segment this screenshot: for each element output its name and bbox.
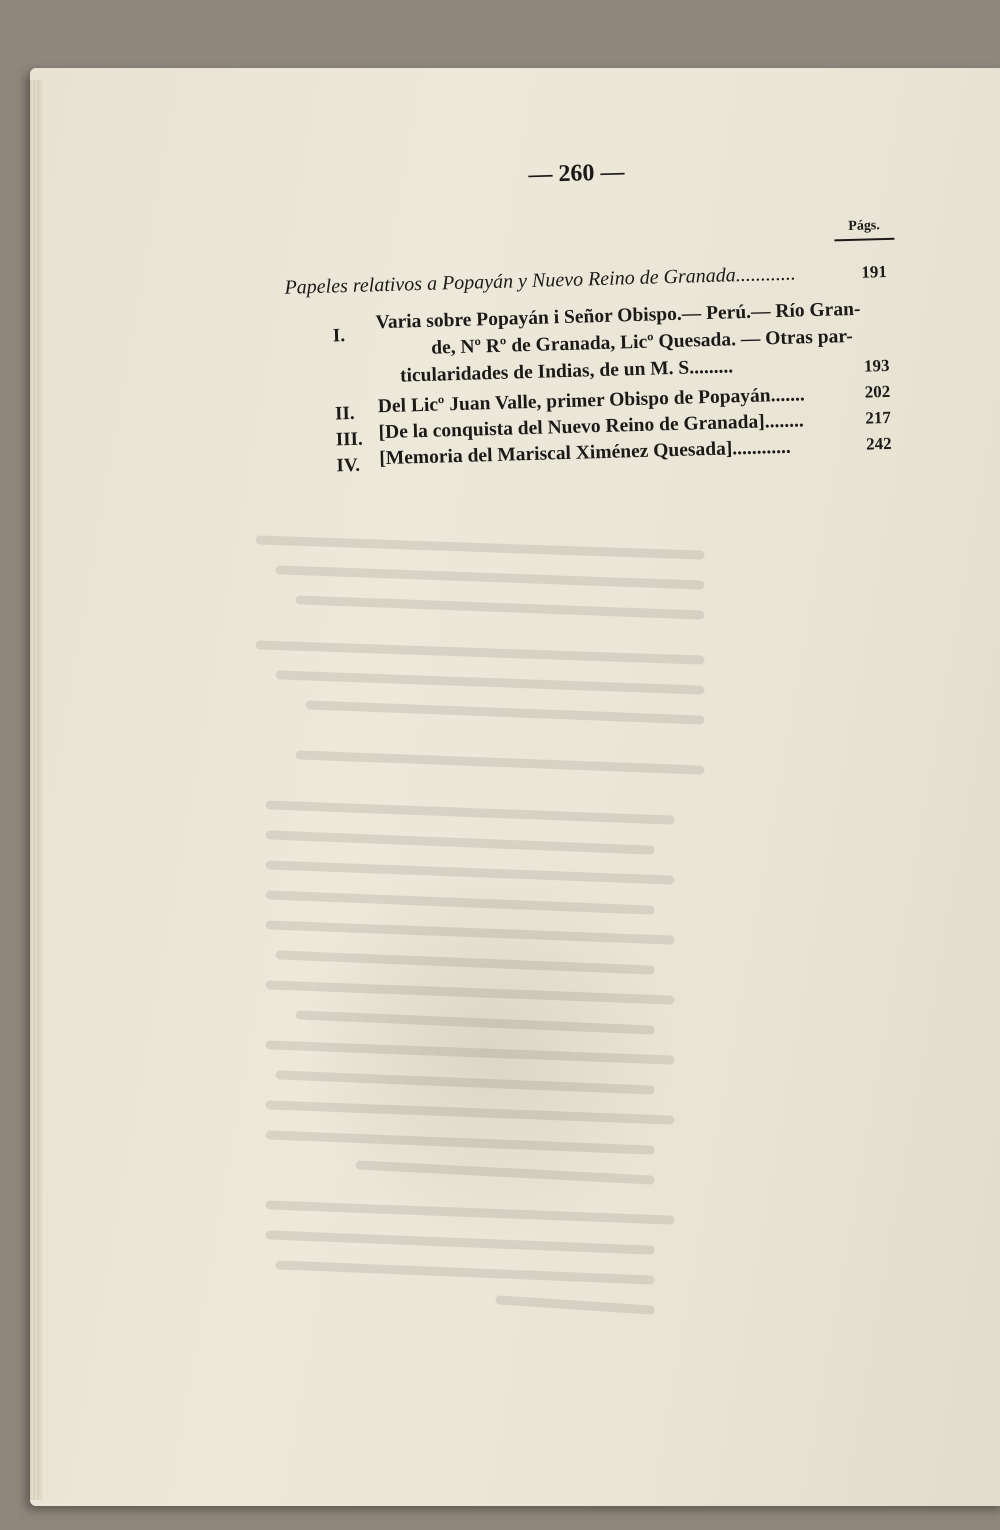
entry-numeral: III. — [335, 428, 364, 451]
entry-line: ticularidades de Indias, de un M. S......... — [399, 356, 734, 387]
pages-column-header: Págs. — [848, 218, 880, 235]
entry-line: Varia sobre Popayán i Señor Obispo.— Perú.— Río Gran- — [375, 298, 861, 334]
section-leader: ............ — [735, 262, 797, 287]
section-title: Papeles relativos a Popayán y Nuevo Reino de Granada — [284, 264, 737, 299]
entry-line: [De la conquista del Nuevo Reino de Granada]........ — [378, 410, 804, 444]
entry-line: [Memoria del Mariscal Ximénez Quesada]............ — [379, 436, 792, 470]
entry-line: Del Licº Juan Valle, primer Obispo de Popayán....... — [377, 384, 806, 418]
entry-line: de, Nº Rº de Granada, Licº Quesada. — Otras par- — [430, 325, 854, 359]
entry-page-number: 242 — [865, 433, 892, 454]
entry-page-number: 193 — [863, 355, 890, 376]
entry-numeral: IV. — [336, 454, 361, 477]
header-rule — [834, 238, 894, 242]
section-title-row — [284, 263, 796, 300]
entry-page-number: 217 — [865, 407, 892, 428]
entry-numeral: II. — [334, 402, 355, 425]
page-number: — 260 — — [528, 159, 625, 188]
entry-numeral: I. — [332, 325, 346, 347]
entry-page-number: 202 — [864, 381, 891, 402]
section-page-number: 191 — [861, 261, 888, 282]
